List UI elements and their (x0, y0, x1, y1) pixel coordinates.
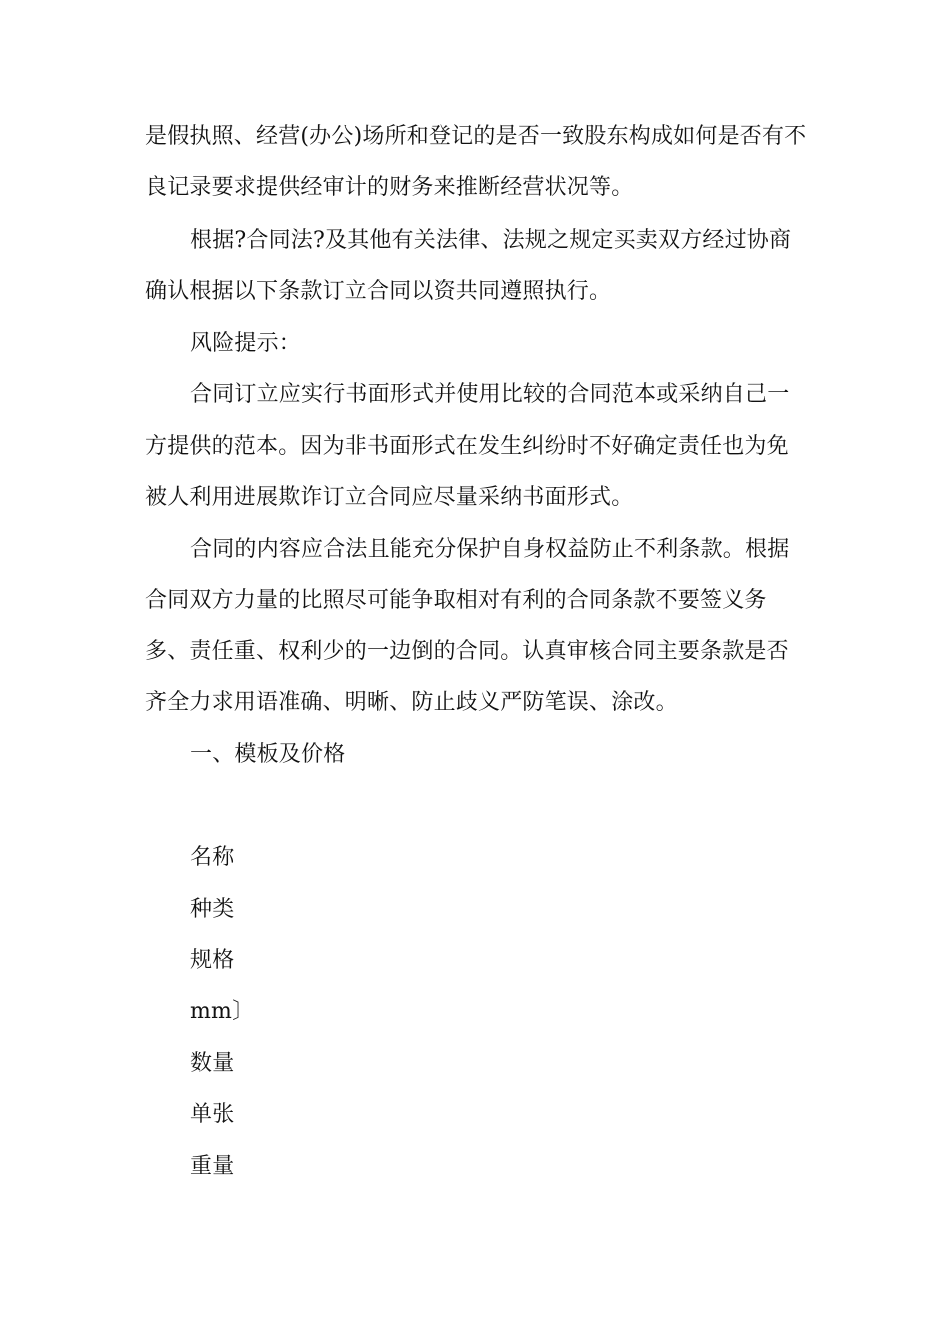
paragraph-line: 合同订立应实行书面形式并使用比较的合同范本或采纳自己一 (190, 382, 790, 407)
paragraph-line: 良记录要求提供经审计的财务来推断经营状况等。 (145, 175, 634, 200)
paragraph-line: 是假执照、经营(办公)场所和登记的是否一致股东构成如何是否有不 (145, 124, 807, 149)
risk-notice-heading: 风险提示： (190, 331, 302, 356)
paragraph-line: 多、责任重、权利少的一边倒的合同。认真审核合同主要条款是否 (145, 639, 789, 664)
paragraph-line: 方提供的范本。因为非书面形式在发生纠纷时不好确定责任也为免 (145, 434, 789, 459)
table-header-name: 名称 (190, 845, 235, 870)
paragraph-line: 被人利用进展欺诈订立合同应尽量采纳书面形式。 (145, 485, 634, 510)
table-header-type: 种类 (190, 897, 235, 922)
paragraph-line: 合同的内容应合法且能充分保护自身权益防止不利条款。根据 (190, 537, 790, 562)
table-header-unit: mm〕 (190, 999, 255, 1024)
section-heading: 一、模板及价格 (190, 742, 346, 767)
paragraph-line: 根据?合同法?及其他有关法律、法规之规定买卖双方经过协商 (190, 228, 792, 253)
paragraph-line: 齐全力求用语准确、明晰、防止歧义严防笔误、涂改。 (145, 690, 678, 715)
table-header-spec: 规格 (190, 948, 235, 973)
table-header-quantity: 数量 (190, 1051, 235, 1076)
paragraph-line: 确认根据以下条款订立合同以资共同遵照执行。 (145, 279, 612, 304)
paragraph-line: 合同双方力量的比照尽可能争取相对有利的合同条款不要签义务 (145, 588, 767, 613)
table-header-single-sheet: 单张 (190, 1102, 235, 1127)
table-header-weight: 重量 (190, 1154, 235, 1179)
